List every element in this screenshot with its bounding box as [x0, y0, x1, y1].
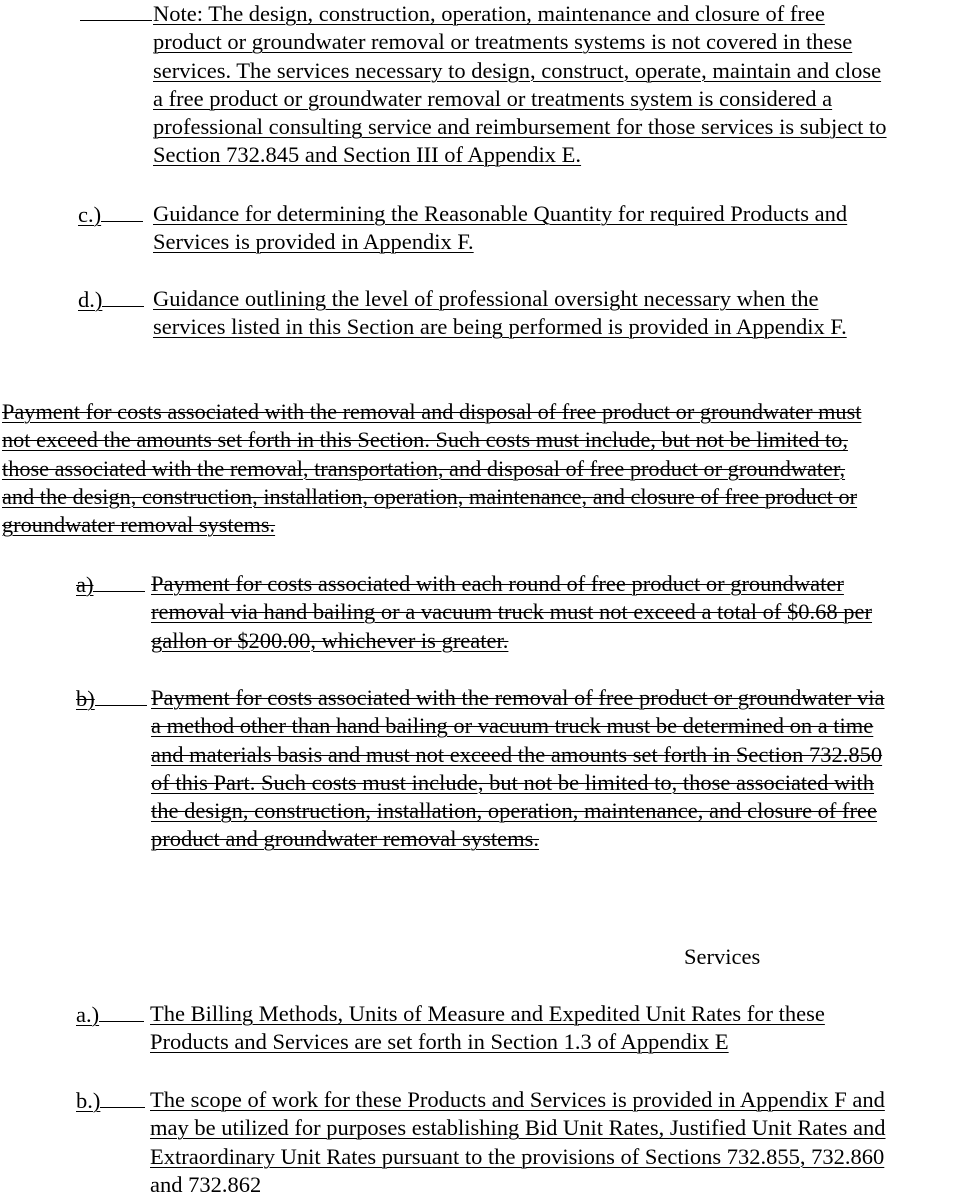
note-line: services. The services necessary to design, construct, operate, maintain and close [153, 57, 882, 83]
item-b2-label: b.) [76, 1088, 101, 1113]
item-a2-marker [76, 1000, 144, 1029]
note-line: Note: The design, construction, operation, maintenance and closure of free [153, 1, 825, 26]
deleted-b-line: a method other than hand bailing or vacuum truck must be determined on a time [151, 713, 874, 739]
deleted-b-line: the design, construction, installation, operation, maintenance, and closure of free [151, 798, 878, 824]
deleted-b-line: Payment for costs associated with the removal of free product or groundwater via [151, 685, 885, 710]
item-a2-label: a.) [76, 1002, 100, 1027]
note-line: a free product or groundwater removal or treatments system is considered a [153, 85, 833, 111]
deleted-a-marker [76, 570, 145, 599]
item-d-text [153, 285, 847, 342]
note-line: product or groundwater removal or treatments systems is not covered in these [153, 29, 853, 55]
deleted-b-line: product and groundwater removal systems. [151, 826, 540, 852]
note-line: Section 732.845 and Section III of Appendix E. [153, 142, 582, 168]
item-d-line: services listed in this Section are being performed is provided in Appendix F. [153, 314, 847, 340]
deleted-line: and the design, construction, installation, operation, maintenance, and closure of free product or [2, 483, 858, 509]
deleted-b-marker [76, 684, 147, 713]
item-b2-line: The scope of work for these Products and Services is provided in Appendix F and [150, 1087, 885, 1112]
deleted-b-label: b) [76, 686, 95, 711]
deleted-b-text [151, 684, 885, 854]
item-b2-text [150, 1086, 886, 1199]
deleted-line: not exceed the amounts set forth in this Section. Such costs must include, but not be limited to, [2, 427, 848, 453]
deleted-line: groundwater removal systems. [2, 512, 276, 538]
item-d-label: d.) [78, 287, 103, 312]
deleted-paragraph [2, 398, 861, 539]
deleted-a-label: a) [76, 572, 94, 597]
note-line: professional consulting service and reimbursement for those services is subject to [153, 114, 887, 140]
deleted-a-line: gallon or $200.00, whichever is greater. [151, 627, 509, 653]
item-b2-line: and 732.862 [150, 1171, 262, 1197]
deleted-line: those associated with the removal, transportation, and disposal of free product or groundwater, [2, 455, 846, 481]
item-a2-line: The Billing Methods, Units of Measure and Expedited Unit Rates for these [150, 1001, 825, 1026]
item-c-label: c.) [78, 202, 102, 227]
deleted-b-line: of this Part. Such costs must include, but not be limited to, those associated with [151, 769, 875, 795]
item-c-text [153, 200, 847, 257]
note-leader-line [80, 20, 152, 21]
deleted-a-line: Payment for costs associated with each round of free product or groundwater [151, 571, 844, 596]
item-c-line: Guidance for determining the Reasonable Quantity for required Products and [153, 201, 848, 226]
deleted-line: Payment for costs associated with the removal and disposal of free product or groundwater must [2, 399, 862, 424]
item-b2-marker [76, 1086, 145, 1115]
note-paragraph [153, 0, 887, 170]
services-heading: Services [684, 944, 761, 969]
item-c-marker [78, 200, 143, 229]
item-c-line: Services is provided in Appendix F. [153, 229, 474, 255]
item-a2-line: Products and Services are set forth in Section 1.3 of Appendix E [150, 1029, 729, 1055]
item-b2-line: Extraordinary Unit Rates pursuant to the provisions of Sections 732.855, 732.860 [150, 1143, 885, 1169]
deleted-b-line: and materials basis and must not exceed the amounts set forth in Section 732.850 [151, 741, 883, 767]
deleted-a-text [151, 570, 872, 655]
item-d-line: Guidance outlining the level of professional oversight necessary when the [153, 286, 819, 311]
item-d-marker [78, 285, 144, 314]
item-a2-text [150, 1000, 825, 1057]
item-b2-line: may be utilized for purposes establishing Bid Unit Rates, Justified Unit Rates and [150, 1115, 886, 1141]
deleted-a-line: removal via hand bailing or a vacuum truck must not exceed a total of $0.68 per [151, 599, 873, 625]
